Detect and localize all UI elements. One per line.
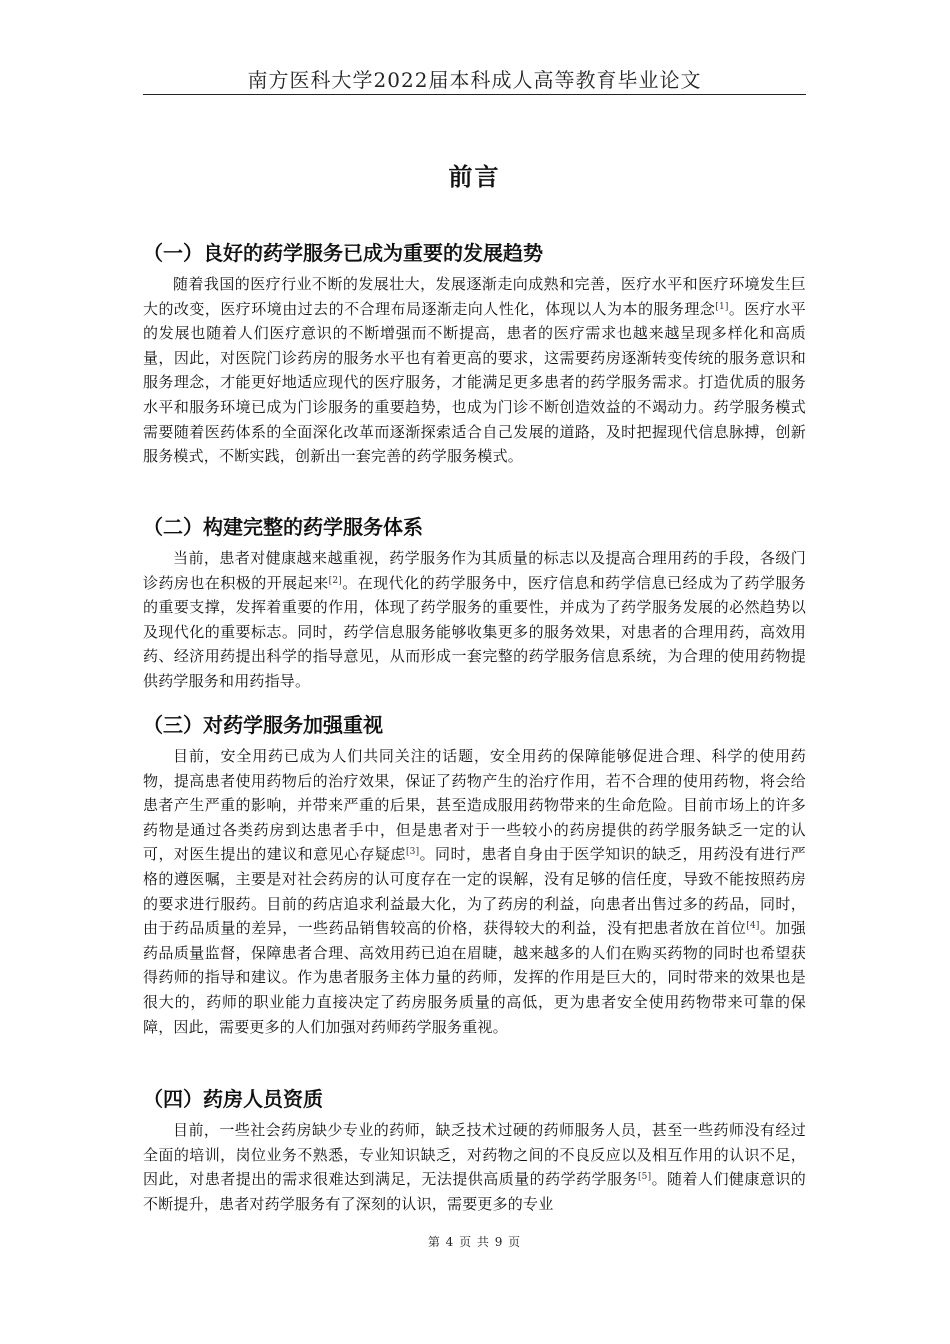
page-title: 前言 bbox=[448, 163, 501, 191]
running-header: 南方医科大学2022届本科成人高等教育毕业论文 bbox=[247, 68, 702, 92]
citation-ref: [1] bbox=[715, 301, 729, 312]
section-paragraph bbox=[143, 546, 806, 694]
section-paragraph bbox=[143, 272, 806, 469]
citation-ref: [3] bbox=[405, 847, 420, 858]
paragraph-text: 。医疗水平的发展也随着人们医疗意识的不断增强而不断提高，患者的医疗需求也越来越呈现多样化和高质量，因此，对医院门诊药房的服务水平也有着更高的要求，这需要药房逐渐转变传统的服务意识和服务理念，才能更好地适应现代的医疗服务，才能满足更多患者的药学服务需求。打造优质的服务水平和服务环境已成为门诊服务的重要趋势，也成为门诊不断创造效益的不竭动力。药学服务模式需要随着医药体系的全面深化改革而逐渐探索适合自己发展的道路，及时把握现代信息脉搏，创新服务模式，不断实践，创新出一套完善的药学服务模式。 bbox=[143, 299, 806, 466]
paragraph-text: 目前，安全用药已成为人们共同关注的话题，安全用药的保障能够促进合理、科学的使用药物，提高患者使用药物后的治疗效果，保证了药物产生的治疗作用，若不合理的使用药物，将会给患者产生严重的影响，并带来严重的后果，甚至造成服用药物带来的生命危险。目前市场上的许多药物是通过各类药房到达患者手中，但是患者对于一些较小的药房提供的药学服务缺乏一定的认可，对医生提出的建议和意见心存疑虑 bbox=[143, 747, 806, 864]
citation-ref: [5] bbox=[637, 1172, 652, 1183]
paragraph-text: 目前，一些社会药房缺少专业的药师，缺乏技术过硬的药师服务人员，甚至一些药师没有经过全面的培训，岗位业务不熟悉，专业知识缺乏，对药物之间的不良反应以及相互作用的认识不足，因此，对患者提出的需求很难达到满足，无法提供高质量的药学药学服务 bbox=[143, 1121, 806, 1189]
paragraph-text: 。随着人们健康意识的不断提升，患者对药学服务有了深刻的认识，需要更多的专业 bbox=[143, 1170, 806, 1213]
section-paragraph bbox=[143, 1118, 806, 1216]
paragraph-text: 。同时，患者自身由于医学知识的缺乏，用药没有进行严格的遵医嘱，主要是对社会药房的认可度存在一定的误解，没有足够的信任度，导致不能按照药房的要求进行服药。目前的药店追求利益最大化，为了药房的利益，向患者出售过多的药品，同时，由于药品质量的差异，一些药品销售较高的价格，获得较大的利益，没有把患者放在首位 bbox=[143, 845, 806, 938]
paragraph-text: 当前，患者对健康越来越重视，药学服务作为其质量的标志以及提高合理用药的手段，各级门诊药房也在积极的开展起来 bbox=[143, 549, 806, 592]
paragraph-text: 随着我国的医疗行业不断的发展壮大，发展逐渐走向成熟和完善，医疗水平和医疗环境发生巨大的改变，医疗环境由过去的不合理布局逐渐走向人性化，体现以人为本的服务理念 bbox=[143, 275, 806, 318]
section-heading: （四）药房人员资质 bbox=[143, 1087, 323, 1111]
citation-ref: [4] bbox=[746, 921, 760, 932]
citation-ref: [2] bbox=[328, 575, 342, 586]
section-3 bbox=[143, 708, 806, 1039]
section-heading: （三）对药学服务加强重视 bbox=[143, 713, 383, 737]
paragraph-text: 。加强药品质量监督，保障患者合理、高效用药已迫在眉睫，越来越多的人们在购买药物的同时也希望获得药师的指导和建议。作为患者服务主体力量的药师，发挥的作用是巨大的，同时带来的效果也是很大的，药师的职业能力直接决定了药房服务质量的高低，更为患者安全使用药物带来可靠的保障，因此，需要更多的人们加强对药师药学服务重视。 bbox=[143, 919, 806, 1036]
section-heading: （一）良好的药学服务已成为重要的发展趋势 bbox=[143, 241, 543, 265]
section-1 bbox=[143, 236, 806, 469]
paragraph-text: 。在现代化的药学服务中，医疗信息和药学信息已经成为了药学服务的重要支撑，发挥着重要的作用，体现了药学服务的重要性，并成为了药学服务发展的必然趋势以及现代化的重要标志。同时，药学信息服务能够收集更多的服务效果，对患者的合理用药，高效用药、经济用药提出科学的指导意见，从而形成一套完整的药学服务信息系统，为合理的使用药物提供药学服务和用药指导。 bbox=[143, 573, 806, 690]
section-paragraph bbox=[143, 744, 806, 1039]
section-4 bbox=[143, 1082, 806, 1216]
section-2 bbox=[143, 510, 806, 694]
header-rule bbox=[143, 94, 806, 95]
section-heading: （二）构建完整的药学服务体系 bbox=[143, 515, 423, 539]
page-number-footer: 第 4 页 共 9 页 bbox=[427, 1235, 522, 1249]
